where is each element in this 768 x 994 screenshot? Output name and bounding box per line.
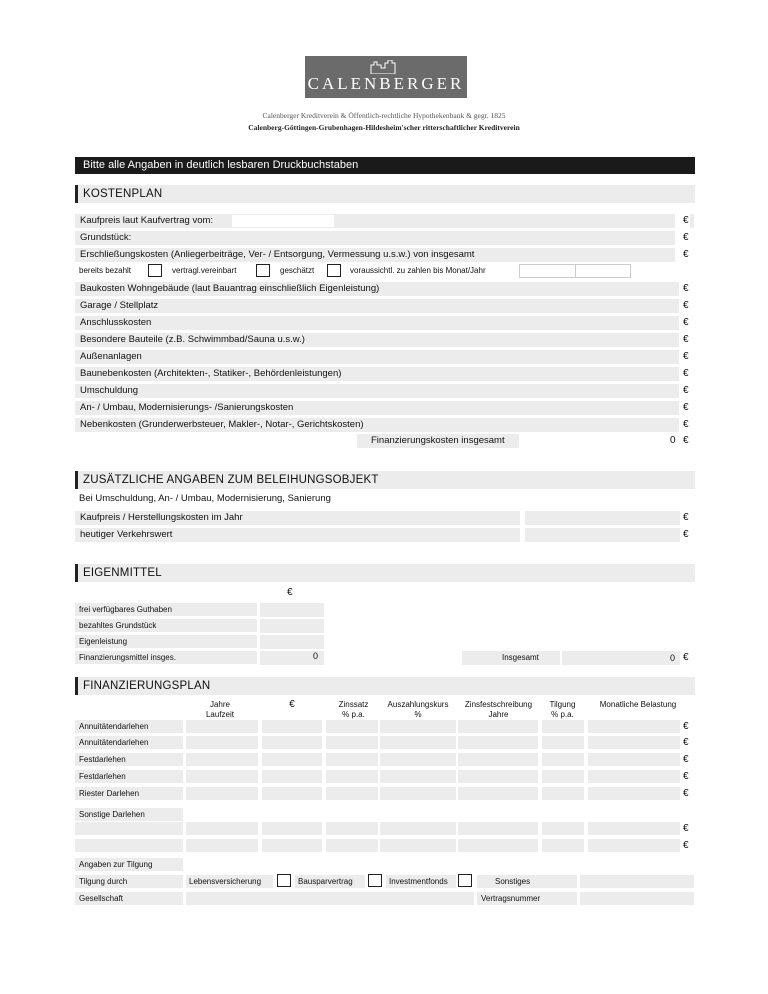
loan-cell[interactable] [262, 720, 322, 733]
header-auszahlung [378, 700, 458, 720]
euro-sign: € [683, 788, 689, 799]
loan-cell[interactable] [186, 787, 258, 800]
euro-sign: € [683, 300, 689, 311]
row-label: Erschließungskosten (Anliegerbeiträge, Ver- / Entsorgung, Vermessung u.s.w.) von insgesamt [80, 249, 475, 260]
sonstige-cell[interactable] [262, 822, 322, 835]
loan-cell[interactable] [186, 736, 258, 749]
cost-item-label: Außenanlagen [80, 351, 142, 362]
loan-cell[interactable] [458, 753, 538, 766]
loan-cell[interactable] [458, 787, 538, 800]
sonstiges-field[interactable] [580, 875, 694, 888]
fin-mittel-value: 0 [313, 651, 319, 661]
row-kaufpreis [75, 214, 675, 228]
loan-cell[interactable] [380, 753, 456, 766]
header-tilgung-2: % p.a. [551, 710, 574, 719]
sonstiges-label: Sonstiges [477, 875, 577, 888]
loan-label: Festdarlehen [75, 753, 183, 766]
loan-cell[interactable] [186, 753, 258, 766]
sonstige-cell[interactable] [458, 822, 538, 835]
loan-cell[interactable] [262, 736, 322, 749]
section-eigenmittel: EIGENMITTEL [75, 564, 695, 582]
checkbox-bereits-bezahlt[interactable] [148, 264, 162, 277]
loan-cell[interactable] [588, 720, 680, 733]
header-laufzeit: Laufzeit [205, 710, 235, 719]
header-jahre-laufzeit [190, 700, 250, 720]
label-bereits-bezahlt: bereits bezahlt [79, 266, 132, 275]
checkbox-bausparvertrag[interactable] [368, 874, 382, 887]
cost-item-label: Baunebenkosten (Architekten-, Statiker-, Behördenleistungen) [80, 368, 342, 379]
checkbox-geschaetzt[interactable] [327, 264, 341, 277]
header-zinssatz-1: Zinssatz [338, 700, 369, 709]
label-geschaetzt: geschätzt [280, 266, 315, 275]
insgesamt-value: 0 [670, 653, 676, 663]
loan-cell[interactable] [326, 787, 378, 800]
loan-cell[interactable] [380, 770, 456, 783]
loan-cell[interactable] [542, 787, 584, 800]
loan-cell[interactable] [262, 770, 322, 783]
header-tilgung [540, 700, 585, 720]
eigenmittel-label: Eigenleistung [75, 635, 257, 648]
loan-cell[interactable] [458, 720, 538, 733]
euro-sign: € [683, 754, 689, 765]
cost-item-row[interactable] [75, 316, 679, 330]
loan-cell[interactable] [458, 736, 538, 749]
cost-item-label: Nebenkosten (Grunderwerbsteuer, Makler-, Notar-, Gerichtskosten) [80, 419, 364, 430]
loan-label: Annuitätendarlehen [75, 720, 183, 733]
loan-cell[interactable] [262, 753, 322, 766]
tilgung-title: Angaben zur Tilgung [75, 858, 183, 871]
sonstige-cell[interactable] [542, 822, 584, 835]
eigenmittel-field[interactable] [260, 619, 324, 633]
euro-sign: € [683, 652, 689, 663]
header-monatlich: Monatliche Belastung [599, 700, 677, 709]
lebensversicherung-label: Lebensversicherung [186, 875, 273, 888]
row-label: Kaufpreis laut Kaufvertrag vom: [80, 215, 214, 226]
loan-cell[interactable] [542, 736, 584, 749]
loan-label: Festdarlehen [75, 770, 183, 783]
instruction-banner: Bitte alle Angaben in deutlich lesbaren Druckbuchstaben [75, 157, 695, 174]
cost-item-row[interactable] [75, 401, 679, 415]
zusatz-subtitle: Bei Umschuldung, An- / Umbau, Modernisierung, Sanierung [79, 493, 331, 504]
cost-item-row[interactable] [75, 299, 679, 313]
loan-cell[interactable] [542, 753, 584, 766]
vertragsnummer-field[interactable] [580, 892, 694, 905]
euro-sign: € [683, 737, 689, 748]
sonstige-cell[interactable] [186, 839, 258, 852]
label-voraussichtl: voraussichtl. zu zahlen bis Monat/Jahr [350, 266, 486, 275]
sonstige-cell[interactable] [262, 839, 322, 852]
insgesamt-label: Insgesamt [462, 651, 560, 665]
row-kaufpreis-jahr [75, 511, 520, 525]
cost-item-label: Anschlusskosten [80, 317, 152, 328]
euro-sign: € [683, 823, 689, 834]
sonstige-cell[interactable] [326, 839, 378, 852]
sonstige-cell[interactable] [186, 822, 258, 835]
header-zinssatz [326, 700, 381, 720]
section-kostenplan: KOSTENPLAN [75, 185, 695, 203]
checkbox-vertragl-vereinbart[interactable] [256, 264, 270, 277]
loan-cell[interactable] [326, 736, 378, 749]
cost-item-label: Besondere Bauteile (z.B. Schwimmbad/Sauna u.s.w.) [80, 334, 305, 345]
euro-sign: € [683, 249, 689, 260]
sonstige-cell[interactable] [326, 822, 378, 835]
loan-cell[interactable] [380, 736, 456, 749]
loan-cell[interactable] [588, 753, 680, 766]
sonstige-cell[interactable] [542, 839, 584, 852]
row-total-label [357, 434, 519, 448]
sonstige-cell[interactable] [75, 822, 183, 835]
sonstige-cell[interactable] [588, 822, 680, 835]
euro-sign: € [683, 368, 689, 379]
euro-sign: € [683, 512, 689, 523]
header-jahre: Jahre [209, 700, 230, 709]
euro-sign: € [683, 419, 689, 430]
cost-item-row[interactable] [75, 367, 679, 381]
euro-sign: € [683, 232, 689, 243]
cost-item-label: An- / Umbau, Modernisierungs- /Sanierungskosten [80, 402, 294, 413]
header-auszahlung-1: Auszahlungskurs [387, 700, 449, 709]
header-zinsfest-1: Zinsfestschreibung [464, 700, 533, 709]
loan-label: Riester Darlehen [75, 787, 183, 800]
eigenmittel-field[interactable] [260, 635, 324, 649]
loan-cell[interactable] [186, 720, 258, 733]
euro-sign: € [683, 283, 689, 294]
loan-label: Annuitätendarlehen [75, 736, 183, 749]
sonstige-cell[interactable] [380, 822, 456, 835]
euro-sign: € [683, 215, 689, 226]
sonstige-cell[interactable] [380, 839, 456, 852]
section-zusatz: ZUSÄTZLICHE ANGABEN ZUM BELEIHUNGSOBJEKT [75, 471, 695, 489]
header-zinssatz-2: % p.a. [342, 710, 365, 719]
euro-sign: € [683, 351, 689, 362]
header-auszahlung-2: % [414, 710, 422, 719]
row-verkehrswert [75, 528, 520, 542]
field-verkehrswert[interactable] [525, 528, 680, 542]
bausparvertrag-label: Bausparvertrag [295, 875, 365, 888]
header-tilgung-1: Tilgung [549, 700, 576, 709]
logo-text: CALENBERGER [307, 74, 465, 93]
euro-sign: € [683, 402, 689, 413]
header-euro: € [289, 699, 295, 710]
sonstige-cell[interactable] [588, 839, 680, 852]
kaufvertrag-date-field[interactable] [232, 215, 334, 227]
euro-sign: € [683, 771, 689, 782]
cost-item-label: Umschuldung [80, 385, 139, 396]
total-value: 0 [670, 435, 676, 446]
loan-cell[interactable] [326, 720, 378, 733]
sonstige-label: Sonstige Darlehen [75, 808, 183, 821]
investmentfonds-label: Investmentfonds [386, 875, 456, 888]
row-label: Grundstück: [80, 232, 132, 243]
cost-item-row[interactable] [75, 384, 679, 398]
loan-cell[interactable] [588, 736, 680, 749]
loan-cell[interactable] [542, 720, 584, 733]
loan-cell[interactable] [380, 787, 456, 800]
cost-item-row[interactable] [75, 282, 679, 296]
insgesamt-field[interactable] [562, 651, 680, 665]
sonstige-cell[interactable] [75, 839, 183, 852]
label-vertragl-vereinbart: vertragl.vereinbart [172, 266, 237, 275]
monat-jahr-field[interactable] [519, 264, 631, 278]
header-line-2: Calenberg-Göttingen-Grubenhagen-Hildesheim'scher ritterschaftlicher Kreditverein [248, 123, 520, 132]
tilgung-durch-label: Tilgung durch [75, 875, 183, 888]
euro-sign: € [683, 317, 689, 328]
header-line-1: Calenberger Kreditverein & Öffentlich-rechtliche Hypothekenbank & gegr. 1825 [262, 111, 506, 120]
row-label: Kaufpreis / Herstellungskosten im Jahr [80, 512, 243, 523]
gesellschaft-label: Gesellschaft [75, 892, 183, 905]
eigenmittel-field[interactable] [260, 603, 324, 617]
euro-sign: € [683, 334, 689, 345]
loan-cell[interactable] [262, 787, 322, 800]
euro-sign: € [683, 529, 689, 540]
gesellschaft-field[interactable] [186, 892, 474, 905]
checkbox-investmentfonds[interactable] [458, 874, 472, 887]
cost-item-label: Garage / Stellplatz [80, 300, 159, 311]
row-grundstueck [75, 231, 675, 245]
row-label: heutiger Verkehrswert [80, 529, 173, 540]
cost-item-label: Baukosten Wohngebäude (laut Bauantrag einschließlich Eigenleistung) [80, 283, 380, 294]
castle-logo-icon [369, 60, 403, 74]
eigenmittel-label: bezahltes Grundstück [75, 619, 257, 632]
loan-cell[interactable] [588, 787, 680, 800]
cost-item-row[interactable] [75, 333, 679, 347]
checkbox-lebensversicherung[interactable] [277, 874, 291, 887]
euro-sign: € [683, 840, 689, 851]
row-erschliessung [75, 248, 675, 262]
loan-cell[interactable] [588, 770, 680, 783]
field-edge [690, 214, 694, 228]
header-zinsfest [456, 700, 541, 720]
euro-sign: € [683, 385, 689, 396]
vertragsnummer-label: Vertragsnummer [477, 892, 577, 905]
loan-cell[interactable] [380, 720, 456, 733]
company-logo [305, 56, 467, 98]
eigenmittel-label: frei verfügbares Guthaben [75, 603, 257, 616]
euro-header: € [287, 587, 293, 598]
header-zinsfest-2: Jahre [488, 710, 509, 719]
loan-cell[interactable] [326, 770, 378, 783]
euro-sign: € [683, 435, 689, 446]
total-label: Finanzierungskosten insgesamt [371, 435, 505, 446]
sonstige-cell[interactable] [458, 839, 538, 852]
loan-cell[interactable] [458, 770, 538, 783]
field-kaufpreis-jahr[interactable] [525, 511, 680, 525]
loan-cell[interactable] [326, 753, 378, 766]
eigenmittel-label: Finanzierungsmittel insges. [75, 651, 257, 664]
cost-item-row[interactable] [75, 350, 679, 364]
field-divider [575, 265, 576, 277]
loan-cell[interactable] [186, 770, 258, 783]
euro-sign: € [683, 721, 689, 732]
cost-item-row[interactable] [75, 418, 679, 432]
section-finanzierungsplan: FINANZIERUNGSPLAN [75, 677, 695, 695]
loan-cell[interactable] [542, 770, 584, 783]
